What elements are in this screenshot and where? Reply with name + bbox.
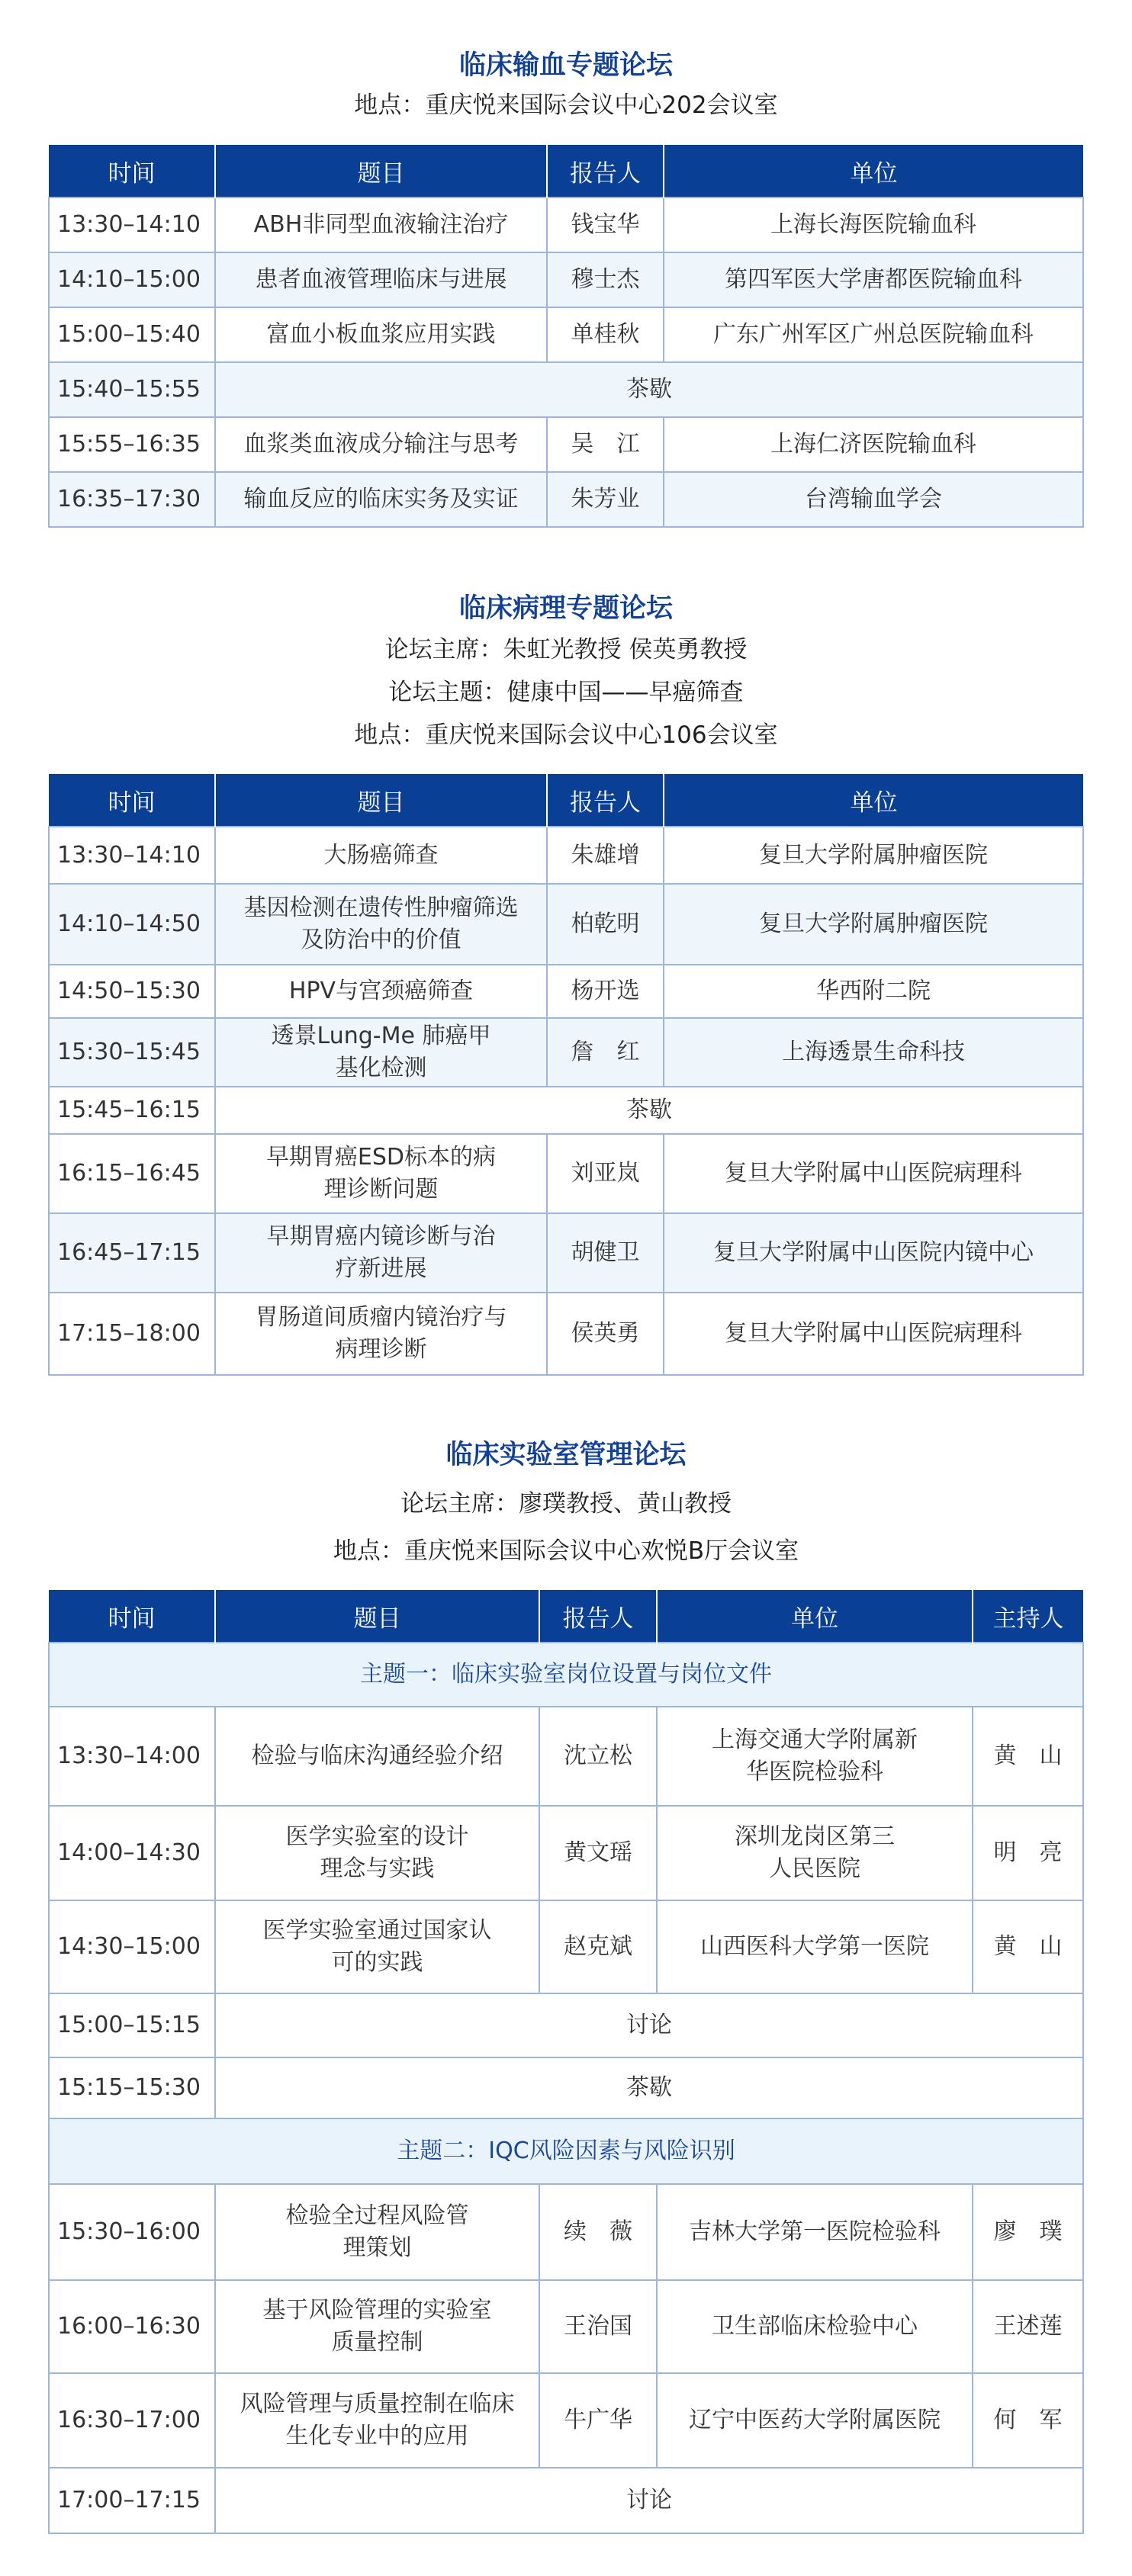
row-topic: HPV与宫颈癌筛查 — [215, 965, 547, 1018]
header-speaker: 报告人 — [547, 774, 664, 827]
row-topic: 基因检测在遗传性肿瘤筛选及防治中的价值 — [215, 884, 547, 965]
row-unit: 上海透景生命科技 — [664, 1018, 1083, 1087]
row-break-label: 茶歇 — [215, 2057, 1083, 2118]
table-row-break — [49, 362, 1083, 417]
table-row — [49, 1900, 1083, 1993]
row-time: 13:30–14:10 — [49, 827, 215, 884]
section-pathology — [0, 590, 1132, 752]
table-row-break — [49, 2468, 1083, 2533]
row-speaker: 胡健卫 — [547, 1213, 664, 1293]
row-host: 黄 山 — [973, 1900, 1083, 1993]
theme-label: 主题二：IQC风险因素与风险识别 — [49, 2118, 1083, 2184]
row-time: 16:45–17:15 — [49, 1213, 215, 1293]
row-time: 16:15–16:45 — [49, 1134, 215, 1213]
row-topic: 输血反应的临床实务及实证 — [215, 472, 547, 527]
table-row — [49, 1134, 1083, 1213]
table-row — [49, 417, 1083, 472]
header-speaker: 报告人 — [547, 145, 664, 198]
row-speaker: 穆士杰 — [547, 252, 664, 307]
table-header-row — [49, 1590, 1083, 1643]
row-time: 15:30–16:00 — [49, 2184, 215, 2280]
row-time: 16:30–17:00 — [49, 2373, 215, 2468]
row-break-label: 讨论 — [215, 1993, 1083, 2057]
row-topic: 早期胃癌ESD标本的病理诊断问题 — [215, 1134, 547, 1213]
row-host: 廖 璞 — [973, 2184, 1083, 2280]
header-unit: 单位 — [664, 145, 1083, 198]
row-speaker: 刘亚岚 — [547, 1134, 664, 1213]
row-speaker: 沈立松 — [539, 1707, 657, 1806]
table-row — [49, 965, 1083, 1018]
table-row — [49, 1018, 1083, 1087]
table-row — [49, 198, 1083, 252]
row-unit: 复旦大学附属中山医院病理科 — [664, 1134, 1083, 1213]
row-speaker: 黄文瑶 — [539, 1806, 657, 1900]
header-time: 时间 — [49, 145, 215, 198]
row-unit: 上海交通大学附属新华医院检验科 — [657, 1707, 973, 1806]
row-unit: 山西医科大学第一医院 — [657, 1900, 973, 1993]
section-transfusion — [0, 47, 1132, 122]
row-time: 14:50–15:30 — [49, 965, 215, 1018]
header-unit: 单位 — [657, 1590, 973, 1643]
table-header-row — [49, 145, 1083, 198]
row-speaker: 詹 红 — [547, 1018, 664, 1087]
row-time: 14:30–15:00 — [49, 1900, 215, 1993]
row-unit: 上海长海医院输血科 — [664, 198, 1083, 252]
row-topic: 胃肠道间质瘤内镜治疗与病理诊断 — [215, 1293, 547, 1375]
row-time: 16:00–16:30 — [49, 2280, 215, 2373]
row-topic: ABH非同型血液输注治疗 — [215, 198, 547, 252]
row-topic: 风险管理与质量控制在临床生化专业中的应用 — [215, 2373, 539, 2468]
row-topic: 富血小板血浆应用实践 — [215, 307, 547, 362]
row-unit: 吉林大学第一医院检验科 — [657, 2184, 973, 2280]
row-unit: 华西附二院 — [664, 965, 1083, 1018]
table-row-break — [49, 1087, 1083, 1134]
row-speaker: 钱宝华 — [547, 198, 664, 252]
row-topic: 透景Lung-Me 肺癌甲基化检测 — [215, 1018, 547, 1087]
row-speaker: 牛广华 — [539, 2373, 657, 2468]
table-row-break — [49, 1993, 1083, 2057]
row-unit: 卫生部临床检验中心 — [657, 2280, 973, 2373]
row-speaker: 吴 江 — [547, 417, 664, 472]
table-row — [49, 1707, 1083, 1806]
row-time: 17:15–18:00 — [49, 1293, 215, 1375]
schedule-table-lab — [48, 1590, 1084, 2534]
table-row — [49, 2373, 1083, 2468]
row-topic: 医学实验室的设计理念与实践 — [215, 1806, 539, 1900]
table-row — [49, 2280, 1083, 2373]
row-break-label: 茶歇 — [215, 1087, 1083, 1134]
row-time: 15:40–15:55 — [49, 362, 215, 417]
section-title: 临床病理专题论坛 — [458, 593, 673, 624]
row-topic: 检验与临床沟通经验介绍 — [215, 1707, 539, 1806]
row-time: 13:30–14:10 — [49, 198, 215, 252]
table-theme-row — [49, 2118, 1083, 2184]
schedule-table-transfusion — [48, 145, 1084, 528]
row-speaker: 柏乾明 — [547, 884, 664, 965]
header-time: 时间 — [49, 1590, 215, 1643]
table-row — [49, 252, 1083, 307]
row-speaker: 续 薇 — [539, 2184, 657, 2280]
section-title: 临床输血专题论坛 — [458, 50, 673, 81]
header-topic: 题目 — [215, 145, 547, 198]
header-topic: 题目 — [215, 1590, 539, 1643]
table-row — [49, 472, 1083, 527]
row-topic: 基于风险管理的实验室质量控制 — [215, 2280, 539, 2373]
row-time: 14:10–15:00 — [49, 252, 215, 307]
row-speaker: 王治国 — [539, 2280, 657, 2373]
row-unit: 台湾输血学会 — [664, 472, 1083, 527]
row-topic: 患者血液管理临床与进展 — [215, 252, 547, 307]
header-topic: 题目 — [215, 774, 547, 827]
table-row — [49, 2184, 1083, 2280]
header-speaker: 报告人 — [539, 1590, 657, 1643]
header-time: 时间 — [49, 774, 215, 827]
row-topic: 大肠癌筛查 — [215, 827, 547, 884]
section-chair: 论坛主席：朱虹光教授 侯英勇教授 — [384, 636, 748, 663]
table-row — [49, 884, 1083, 965]
row-break-label: 讨论 — [215, 2468, 1083, 2533]
row-unit: 第四军医大学唐都医院输血科 — [664, 252, 1083, 307]
section-theme: 论坛主题：健康中国——早癌筛查 — [388, 679, 744, 706]
row-topic: 早期胃癌内镜诊断与治疗新进展 — [215, 1213, 547, 1293]
schedule-table-pathology — [48, 774, 1084, 1376]
row-unit: 复旦大学附属中山医院病理科 — [664, 1293, 1083, 1375]
row-time: 14:00–14:30 — [49, 1806, 215, 1900]
table-row — [49, 1806, 1083, 1900]
row-host: 明 亮 — [973, 1806, 1083, 1900]
row-host: 王述莲 — [973, 2280, 1083, 2373]
row-speaker: 单桂秋 — [547, 307, 664, 362]
row-topic: 检验全过程风险管理策划 — [215, 2184, 539, 2280]
row-break-label: 茶歇 — [215, 362, 1083, 417]
row-unit: 复旦大学附属肿瘤医院 — [664, 827, 1083, 884]
table-row — [49, 1293, 1083, 1375]
row-unit: 深圳龙岗区第三人民医院 — [657, 1806, 973, 1900]
header-host: 主持人 — [973, 1590, 1083, 1643]
table-row-break — [49, 2057, 1083, 2118]
row-time: 15:30–15:45 — [49, 1018, 215, 1087]
row-unit: 广东广州军区广州总医院输血科 — [664, 307, 1083, 362]
row-speaker: 赵克斌 — [539, 1900, 657, 1993]
table-header-row — [49, 774, 1083, 827]
row-time: 13:30–14:00 — [49, 1707, 215, 1806]
row-time: 15:00–15:15 — [49, 1993, 215, 2057]
row-host: 黄 山 — [973, 1707, 1083, 1806]
row-speaker: 朱芳业 — [547, 472, 664, 527]
row-speaker: 朱雄增 — [547, 827, 664, 884]
row-speaker: 杨开选 — [547, 965, 664, 1018]
theme-label: 主题一：临床实验室岗位设置与岗位文件 — [49, 1643, 1083, 1707]
table-row — [49, 1213, 1083, 1293]
table-row — [49, 307, 1083, 362]
row-time: 15:15–15:30 — [49, 2057, 215, 2118]
row-host: 何 军 — [973, 2373, 1083, 2468]
row-time: 15:00–15:40 — [49, 307, 215, 362]
row-unit: 上海仁济医院输血科 — [664, 417, 1083, 472]
section-lab-management — [0, 1437, 1132, 1568]
header-unit: 单位 — [664, 774, 1083, 827]
section-title: 临床实验室管理论坛 — [445, 1440, 687, 1470]
row-topic: 医学实验室通过国家认可的实践 — [215, 1900, 539, 1993]
row-unit: 复旦大学附属肿瘤医院 — [664, 884, 1083, 965]
section-chair: 论坛主席：廖璞教授、黄山教授 — [400, 1490, 732, 1518]
row-topic: 血浆类血液成分输注与思考 — [215, 417, 547, 472]
row-unit: 辽宁中医药大学附属医院 — [657, 2373, 973, 2468]
row-time: 16:35–17:30 — [49, 472, 215, 527]
table-row — [49, 827, 1083, 884]
section-location: 地点：重庆悦来国际会议中心106会议室 — [354, 721, 778, 749]
section-location: 地点：重庆悦来国际会议中心欢悦B厅会议室 — [333, 1537, 799, 1565]
table-theme-row — [49, 1643, 1083, 1707]
row-unit: 复旦大学附属中山医院内镜中心 — [664, 1213, 1083, 1293]
row-time: 14:10–14:50 — [49, 884, 215, 965]
section-location: 地点：重庆悦来国际会议中心202会议室 — [354, 92, 778, 119]
row-speaker: 侯英勇 — [547, 1293, 664, 1375]
row-time: 17:00–17:15 — [49, 2468, 215, 2533]
row-time: 15:55–16:35 — [49, 417, 215, 472]
row-time: 15:45–16:15 — [49, 1087, 215, 1134]
